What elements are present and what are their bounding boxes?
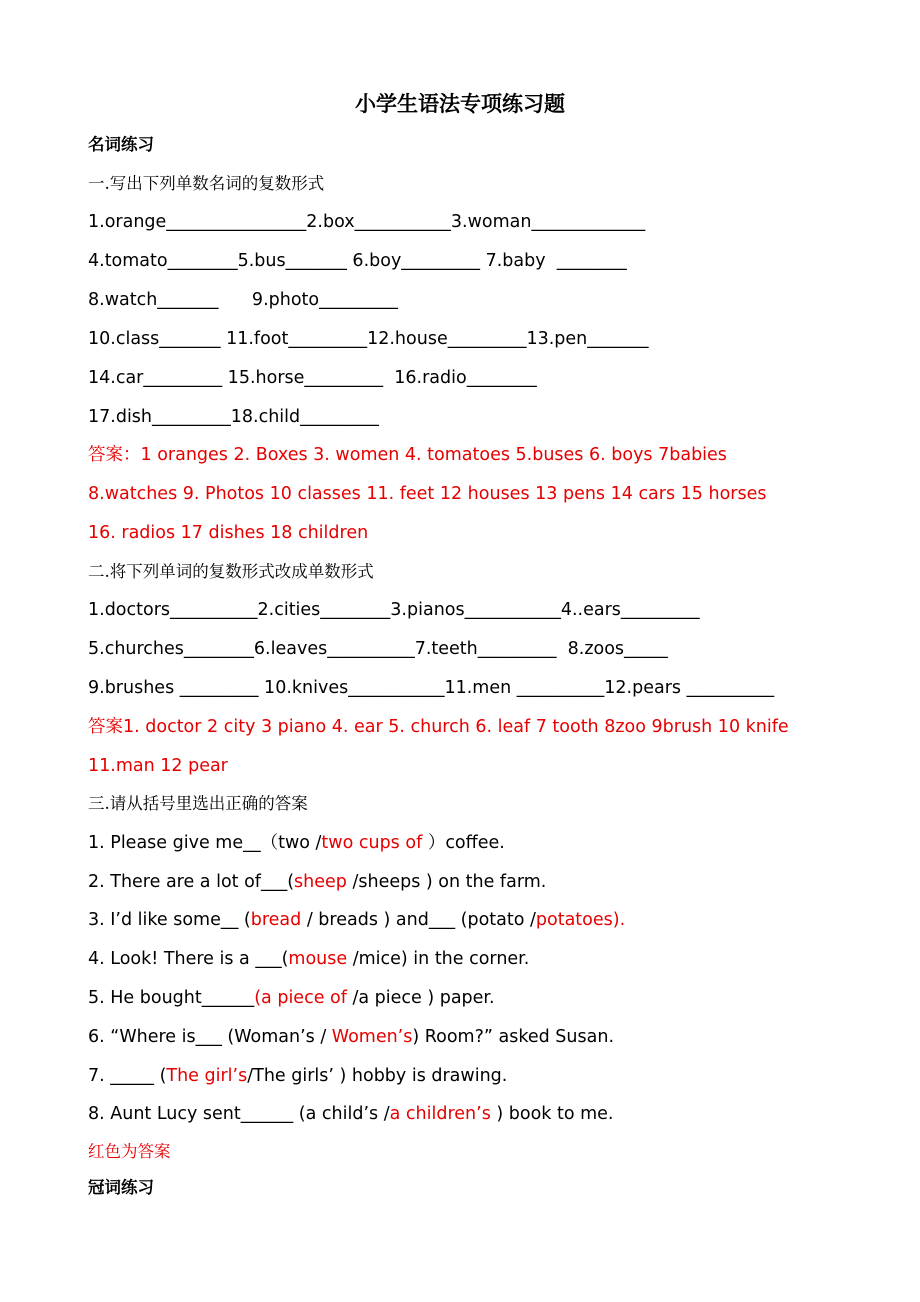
answer-highlight: (a piece of — [254, 988, 347, 1008]
part2-heading: 二.将下列单词的复数形式改成单数形式 — [88, 562, 374, 581]
exercise-line: 17.dish_________18.child_________ — [88, 407, 379, 427]
exercise-line: 8.watch_______ 9.photo_________ — [88, 290, 398, 310]
question-text: 7. _____ ( — [88, 1066, 167, 1086]
answer-highlight: Women’s — [331, 1027, 413, 1047]
question-text: /mice) in the corner. — [347, 949, 530, 969]
question-text: 8. Aunt Lucy sent______ (a child’s / — [88, 1104, 390, 1124]
exercise-line: 1.orange________________2.box___________3.woman_____________ — [88, 212, 646, 232]
section-heading-nouns: 名词练习 — [88, 135, 154, 154]
question-text: ) Room?” asked Susan. — [412, 1027, 615, 1047]
question-text: /The girls’ ) hobby is drawing. — [247, 1066, 508, 1086]
part1-heading: 一.写出下列单数名词的复数形式 — [88, 174, 325, 193]
question-text: 4. Look! There is a ___( — [88, 949, 289, 969]
exercise-line: 4.tomato________5.bus_______ 6.boy_________ 7.baby ________ — [88, 251, 627, 271]
answer-line: 16. radios 17 dishes 18 children — [88, 523, 369, 543]
question-text: 5. He bought______ — [88, 988, 255, 1008]
question-4 — [88, 947, 529, 971]
question-text: ）coffee. — [422, 833, 505, 853]
page-title: 小学生语法专项练习题 — [355, 91, 565, 116]
answer-highlight: potatoes). — [535, 910, 626, 930]
question-text: 2. There are a lot of___( — [88, 872, 295, 892]
question-text: 3. I’d like some__ ( — [88, 910, 251, 930]
exercise-line: 9.brushes _________ 10.knives___________11.men __________12.pears __________ — [88, 678, 775, 698]
question-text: /a piece ) paper. — [346, 988, 495, 1008]
question-text: 1. Please give me__（two / — [88, 833, 322, 853]
exercise-line: 1.doctors__________2.cities________3.pianos___________4..ears_________ — [88, 600, 700, 620]
answer-note: 红色为答案 — [88, 1142, 171, 1161]
answer-line: 8.watches 9. Photos 10 classes 11. feet 12 houses 13 pens 14 cars 15 horses — [88, 484, 767, 504]
exercise-line: 14.car_________ 15.horse_________ 16.radio________ — [88, 368, 537, 388]
section-heading-articles: 冠词练习 — [88, 1178, 154, 1197]
exercise-line: 5.churches________6.leaves__________7.teeth_________ 8.zoos_____ — [88, 639, 668, 659]
question-text: 6. “Where is___ (Woman’s / — [88, 1027, 332, 1047]
question-2 — [88, 870, 546, 894]
answer-highlight: mouse — [288, 949, 348, 969]
answer-line: 答案1. doctor 2 city 3 piano 4. ear 5. church 6. leaf 7 tooth 8zoo 9brush 10 knife — [88, 717, 789, 737]
answer-highlight: The girl’s — [166, 1066, 248, 1086]
answer-highlight: a children’s — [389, 1104, 491, 1124]
question-6 — [88, 1025, 614, 1049]
question-text: /sheeps ) on the farm. — [346, 872, 547, 892]
question-7 — [88, 1064, 507, 1088]
exercise-line: 10.class_______ 11.foot_________12.house_________13.pen_______ — [88, 329, 649, 349]
part3-heading: 三.请从括号里选出正确的答案 — [88, 794, 308, 813]
answer-line: 答案：1 oranges 2. Boxes 3. women 4. tomatoes 5.buses 6. boys 7babies — [88, 445, 727, 465]
answer-highlight: bread — [250, 910, 302, 930]
answer-highlight: two cups of — [321, 833, 423, 853]
question-text: ) book to me. — [490, 1104, 614, 1124]
answer-line: 11.man 12 pear — [88, 756, 228, 776]
question-5 — [88, 986, 495, 1010]
question-text: / breads ) and___ (potato / — [301, 910, 536, 930]
question-3 — [88, 908, 625, 932]
question-8 — [88, 1102, 614, 1126]
answer-highlight: sheep — [294, 872, 347, 892]
question-1 — [88, 831, 505, 855]
